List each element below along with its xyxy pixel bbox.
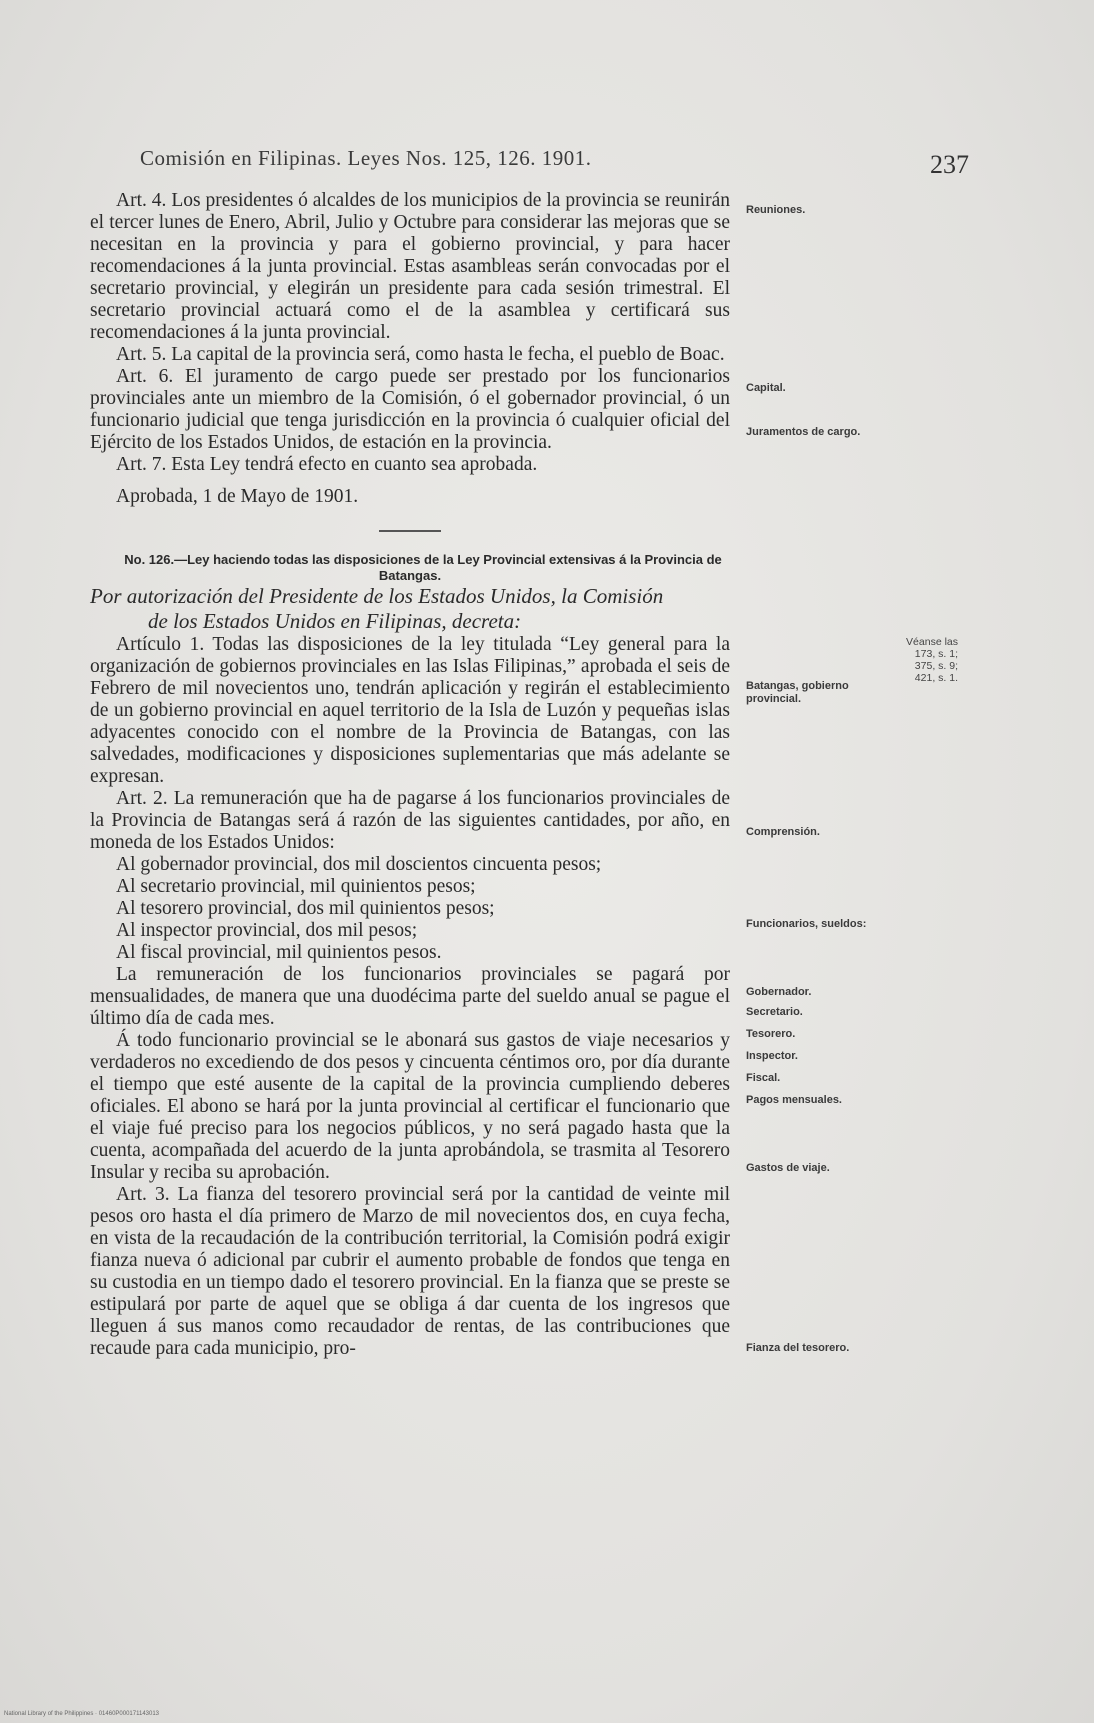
section-divider (379, 530, 441, 532)
margin-note-fianza: Fianza del tesorero. (746, 1342, 850, 1354)
monthly-payment-paragraph: La remuneración de los funcionarios provinciales se pagará por mensualidades, de manera que una duodécima parte del sueldo anual se pague el último día de cada mes. (90, 964, 730, 1029)
law126-article-3: Art. 3. La fianza del tesorero provincial será por la cantidad de veinte mil pesos oro hasta el día primero de Marzo de mil novecientos dos, en cuya fecha, en vista de la recaudación de la contribución territorial, la Comisión podrá exigir fianza nueva ó adicional par cubrir el aumento probable de fondos que tenga en su custodia en un tiempo dado el tesorero provincial. En la fianza que se preste se estipulará por parte de aquel que se obliga á dar cuenta de los ingresos que lleguen á sus manos como recaudador de rentas, de las contribuciones que recaude para cada municipio, pro- (90, 1184, 730, 1359)
salary-list (90, 854, 730, 964)
law125-article-5: Art. 5. La capital de la provincia será, como hasta le fecha, el pueblo de Boac. (116, 344, 725, 365)
cross-reference-note: Véanse las 173, s. 1; 375, s. 9; 421, s. 1. (906, 636, 958, 684)
running-head: Comisión en Filipinas. Leyes Nos. 125, 126. 1901. (140, 146, 592, 170)
enacting-clause-line-1: Por autorización del Presidente de los Estados Unidos, la Comisión (90, 584, 664, 608)
law126-article-1: Artículo 1. Todas las disposiciones de la ley titulada “Ley general para la organización de gobiernos provinciales en las Islas Filipinas,” aprobada el seis de Febrero de mil novecientos uno, tendrán aplicación y regirán el establecimiento de un gobierno provincial en aquel territorio de la Isla de Luzón y pequeñas islas adyacentes conocido con el nombre de la Provincia de Batangas, con las salvedades, modificaciones y disposiciones suplementarias que más adelante se expresan. (90, 634, 730, 787)
margin-note-inspector: Inspector. (746, 1050, 798, 1062)
law125-article-6: Art. 6. El juramento de cargo puede ser prestado por los funcionarios provinciales ante un miembro de la Comisión, ó el gobernador provincial, ó un funcionario judicial que tenga jurisdicción en la provincia ó cualquier oficial del Ejército de los Estados Unidos, de estación en la provincia. (90, 366, 730, 453)
margin-note-juramentos: Juramentos de cargo. (746, 426, 861, 438)
travel-expenses-paragraph: Á todo funcionario provincial se le abonará sus gastos de viaje necesarios y verdaderos no excediendo de dos pesos y cincuenta céntimos oro, por día durante el tiempo que esté ausente de la capital de la provincia cumpliendo deberes oficiales. El abono se hará por la junta provincial al certificar el funcionario que el viaje fué preciso para los negocios públicos, y no será pagado hasta que la cuenta, acompañada del acuerdo de la junta aprobándola, se trasmita al Tesorero Insular y reciba su aprobación. (90, 1030, 730, 1183)
margin-note-gastos: Gastos de viaje. (746, 1162, 830, 1174)
body-text-column (90, 190, 730, 1360)
margin-note-capital: Capital. (746, 382, 786, 394)
salary-item: Al inspector provincial, dos mil pesos; (116, 920, 418, 941)
page-number: 237 (930, 150, 969, 179)
margin-note-gobernador: Gobernador. (746, 986, 812, 998)
law125-article-4: Art. 4. Los presidentes ó alcaldes de los municipios de la provincia se reunirán el tercer lunes de Enero, Abril, Julio y Octubre para considerar las mejoras que se necesitan en la provincia y para el gobierno provincial, y para hacer recomendaciones á la junta provincial. Estas asambleas serán convocadas por el secretario provincial, y elegirán un presidente para cada sesión trimestral. El secretario provincial actuará como el de la asamblea y certificará sus recomendaciones á la junta provincial. (90, 190, 730, 343)
margin-note-secretario: Secretario. (746, 1006, 803, 1018)
margin-note-reuniones: Reuniones. (746, 204, 806, 216)
salary-item: Al fiscal provincial, mil quinientos pesos. (116, 942, 442, 963)
margin-note-tesorero: Tesorero. (746, 1028, 796, 1040)
margin-note-funcionarios: Funcionarios, sueldos: (746, 918, 867, 930)
margin-note-comprension: Comprensión. (746, 826, 820, 838)
salary-item: Al secretario provincial, mil quinientos pesos; (116, 876, 476, 897)
scan-footer: National Library of the Philippines · 01460P000171143013 (4, 1711, 160, 1717)
law126-title: No. 126.—Ley haciendo todas las disposiciones de la Ley Provincial extensivas á la Provincia de Batangas. (124, 552, 722, 583)
margin-note-pagos: Pagos mensuales. (746, 1094, 842, 1106)
salary-item: Al gobernador provincial, dos mil doscientos cincuenta pesos; (116, 854, 602, 875)
law125-article-7: Art. 7. Esta Ley tendrá efecto en cuanto sea aprobada. (116, 454, 538, 475)
margin-note-fiscal: Fiscal. (746, 1072, 781, 1084)
law125-approval: Aprobada, 1 de Mayo de 1901. (116, 486, 359, 507)
law126-article-2: Art. 2. La remuneración que ha de pagarse á los funcionarios provinciales de la Provincia de Batangas será á razón de las siguientes cantidades, por año, en moneda de los Estados Unidos: (90, 788, 730, 853)
margin-note-batangas: Batangas, gobierno provincial. (746, 680, 849, 705)
salary-item: Al tesorero provincial, dos mil quinientos pesos; (116, 898, 495, 919)
enacting-clause-line-2: de los Estados Unidos en Filipinas, decreta: (148, 609, 522, 633)
enacting-clause (90, 584, 730, 634)
